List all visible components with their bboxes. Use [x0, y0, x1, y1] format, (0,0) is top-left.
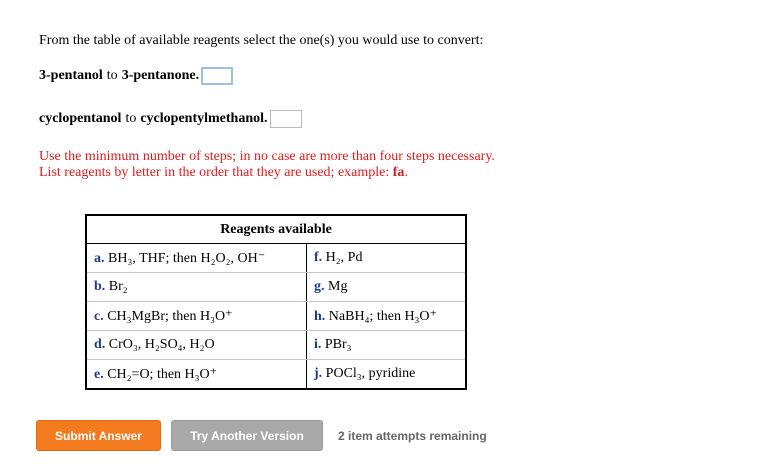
reagents-table-title: Reagents available [86, 215, 466, 244]
question-2-from: cyclopentanol [39, 111, 122, 126]
instructions-period: . [404, 165, 408, 180]
reagent-text: CH₂=O; then H₃O⁺ [107, 366, 218, 382]
table-row [86, 360, 466, 390]
table-row [86, 331, 466, 360]
question-2 [39, 110, 302, 128]
reagent-e [86, 360, 307, 390]
prompt-text: From the table of available reagents select the one(s) you would use to convert: [39, 33, 484, 48]
question-1-from: 3-pentanol [39, 68, 103, 83]
instructions-example: fa [392, 165, 405, 180]
question-1-connector: to [106, 68, 118, 83]
reagents-table [85, 214, 467, 390]
instructions-line-1: Use the minimum number of steps; in no case are more than four steps necessary. [39, 149, 495, 164]
reagent-text: H₂, Pd [325, 250, 363, 265]
reagent-text: Mg [328, 279, 348, 294]
table-row [86, 273, 466, 302]
question-1-to: 3-pentanone. [121, 68, 200, 83]
reagent-i [307, 331, 467, 360]
reagent-label: f. [314, 250, 323, 265]
answer-input-1[interactable] [201, 67, 233, 85]
reagent-text: NaBH₄; then H₃O⁺ [328, 308, 437, 324]
reagent-text: CH₃MgBr; then H₃O⁺ [107, 308, 233, 324]
reagent-label: i. [314, 337, 322, 352]
instructions-line-2-text: List reagents by letter in the order that they are used; example: [39, 165, 393, 180]
reagent-d [86, 331, 307, 360]
table-row [86, 302, 466, 331]
reagent-label: j. [314, 366, 323, 381]
reagent-label: a. [94, 250, 105, 266]
reagent-text: BH₃, THF; then H₂O₂, OH⁻ [108, 250, 266, 266]
reagent-j [307, 360, 467, 390]
reagent-label: g. [314, 279, 325, 294]
reagent-f [307, 244, 467, 273]
question-1 [39, 67, 233, 85]
reagent-label: h. [314, 308, 326, 324]
answer-input-2[interactable] [270, 110, 302, 128]
try-another-version-button[interactable]: Try Another Version [171, 420, 323, 451]
reagent-c [86, 302, 307, 331]
reagent-h [307, 302, 467, 331]
attempts-remaining: 2 item attempts remaining [338, 429, 487, 443]
reagent-text: Br₂ [108, 279, 128, 294]
submit-answer-button[interactable]: Submit Answer [36, 420, 161, 451]
question-2-to: cyclopentylmethanol. [140, 111, 268, 126]
reagent-text: PBr₃ [324, 337, 352, 352]
reagent-text: CrO₃, H₂SO₄, H₂O [108, 337, 215, 352]
reagent-label: e. [94, 366, 104, 382]
reagent-b [86, 273, 307, 302]
reagent-g [307, 273, 467, 302]
question-2-connector: to [125, 111, 137, 126]
reagent-text: POCl₃, pyridine [325, 366, 416, 381]
instructions [39, 149, 495, 181]
reagent-label: c. [94, 308, 104, 324]
instructions-line-2 [39, 165, 495, 181]
table-row [86, 244, 466, 273]
reagent-label: b. [94, 279, 106, 294]
reagent-label: d. [94, 337, 106, 352]
reagent-a [86, 244, 307, 273]
